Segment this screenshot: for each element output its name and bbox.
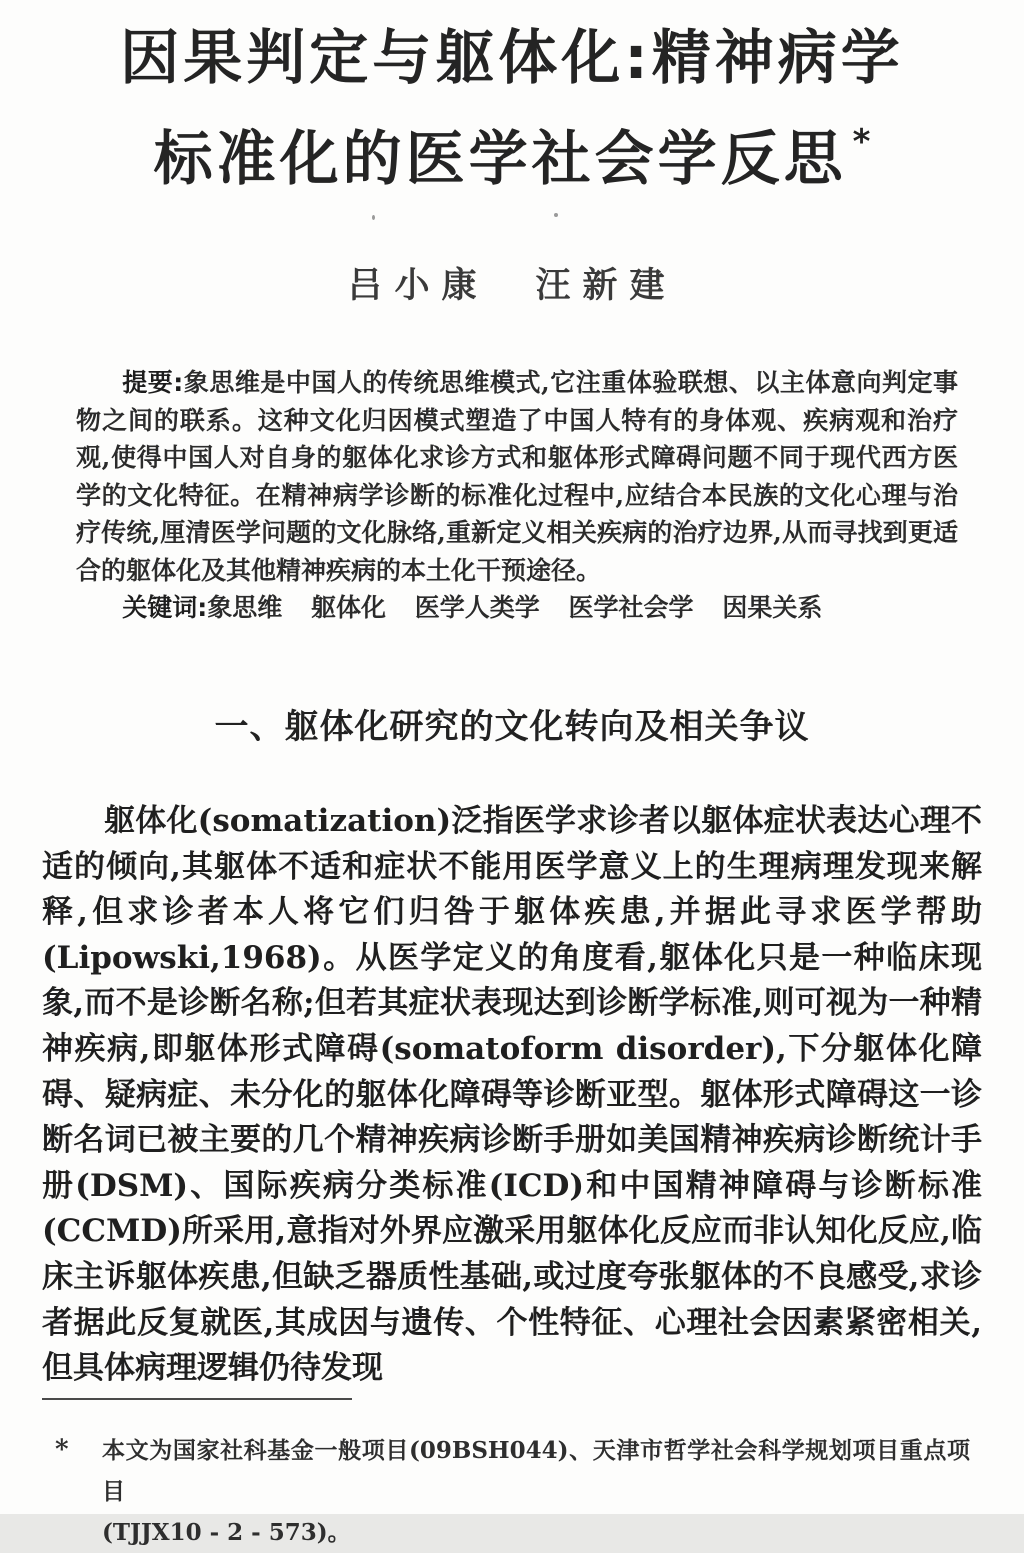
footnote-line2: (TJJX10 - 2 - 573)。 xyxy=(102,1519,351,1546)
page-title-line2: 标准化的医学社会学反思 * xyxy=(153,122,871,193)
scan-speck xyxy=(372,215,375,220)
keyword: 因果关系 xyxy=(722,593,823,622)
footnote-separator xyxy=(42,1398,352,1400)
body-paragraph: 躯体化(somatization)泛指医学求诊者以躯体症状表达心理不适的倾向,其躯体不适和症状不能用医学意义上的生理病理发现来解释,但求诊者本人将它们归咎于躯体疾患,并据此寻求医学帮助(Lipowski,1968)。从医学定义的角度看,躯体化只是一种临床现象,而不是诊断名称;但若其症状表现达到诊断学标准,则可视为一种精神疾病,即躯体形式障碍(somatoform disorder),下分躯体化障碍、疑病症、未分化的躯体化障碍等诊断亚型。躯体形式障碍这一诊断名词已被主要的几个精神疾病诊断手册如美国精神疾病诊断统计手册(DSM)、国际疾病分类标准(ICD)和中国精神障碍与诊断标准(CCMD)所采用,意指对外界应激采用躯体化反应而非认知化反应,临床主诉躯体疾患,但缺乏器质性基础,或过度夸张躯体的不良感受,求诊者据此反复就医,其成因与遗传、个性特征、心理社会因素紧密相关,但具体病理逻辑仍待发现 xyxy=(42,803,982,1387)
keyword: 医学社会学 xyxy=(568,593,694,622)
title-footnote-asterisk: * xyxy=(852,122,871,162)
footnote-line1: 本文为国家社科基金一般项目(09BSH044)、天津市哲学社会科学规划项目重点项目 xyxy=(102,1437,970,1505)
keyword: 医学人类学 xyxy=(414,593,540,622)
section-heading: 一、躯体化研究的文化转向及相关争议 xyxy=(214,707,810,747)
authors: 吕小康 汪新建 xyxy=(347,265,677,306)
abstract xyxy=(76,364,958,627)
keyword: 象思维 xyxy=(207,593,283,622)
footnote xyxy=(55,1430,970,1553)
keywords-label: 关键词: xyxy=(122,593,208,622)
page-title-line1: 因果判定与躯体化:精神病学 xyxy=(120,23,904,92)
keywords-line xyxy=(76,589,958,627)
abstract-label: 提要: xyxy=(122,368,184,397)
abstract-paragraph xyxy=(76,364,958,589)
footnote-asterisk: * xyxy=(55,1435,69,1465)
body-text xyxy=(42,799,982,1392)
keyword: 躯体化 xyxy=(311,593,387,622)
page-title xyxy=(0,16,1024,201)
scan-speck xyxy=(554,213,558,217)
abstract-text: 象思维是中国人的传统思维模式,它注重体验联想、以主体意向判定事物之间的联系。这种文化归因模式塑造了中国人特有的身体观、疾病观和治疗观,使得中国人对自身的躯体化求诊方式和躯体形式障碍问题不同于现代西方医学的文化特征。在精神病学诊断的标准化过程中,应结合本民族的文化心理与治疗传统,厘清医学问题的文化脉络,重新定义相关疾病的治疗边界,从而寻找到更适合的躯体化及其他精神疾病的本土化干预途径。 xyxy=(76,368,958,585)
footnote-text xyxy=(102,1430,970,1553)
